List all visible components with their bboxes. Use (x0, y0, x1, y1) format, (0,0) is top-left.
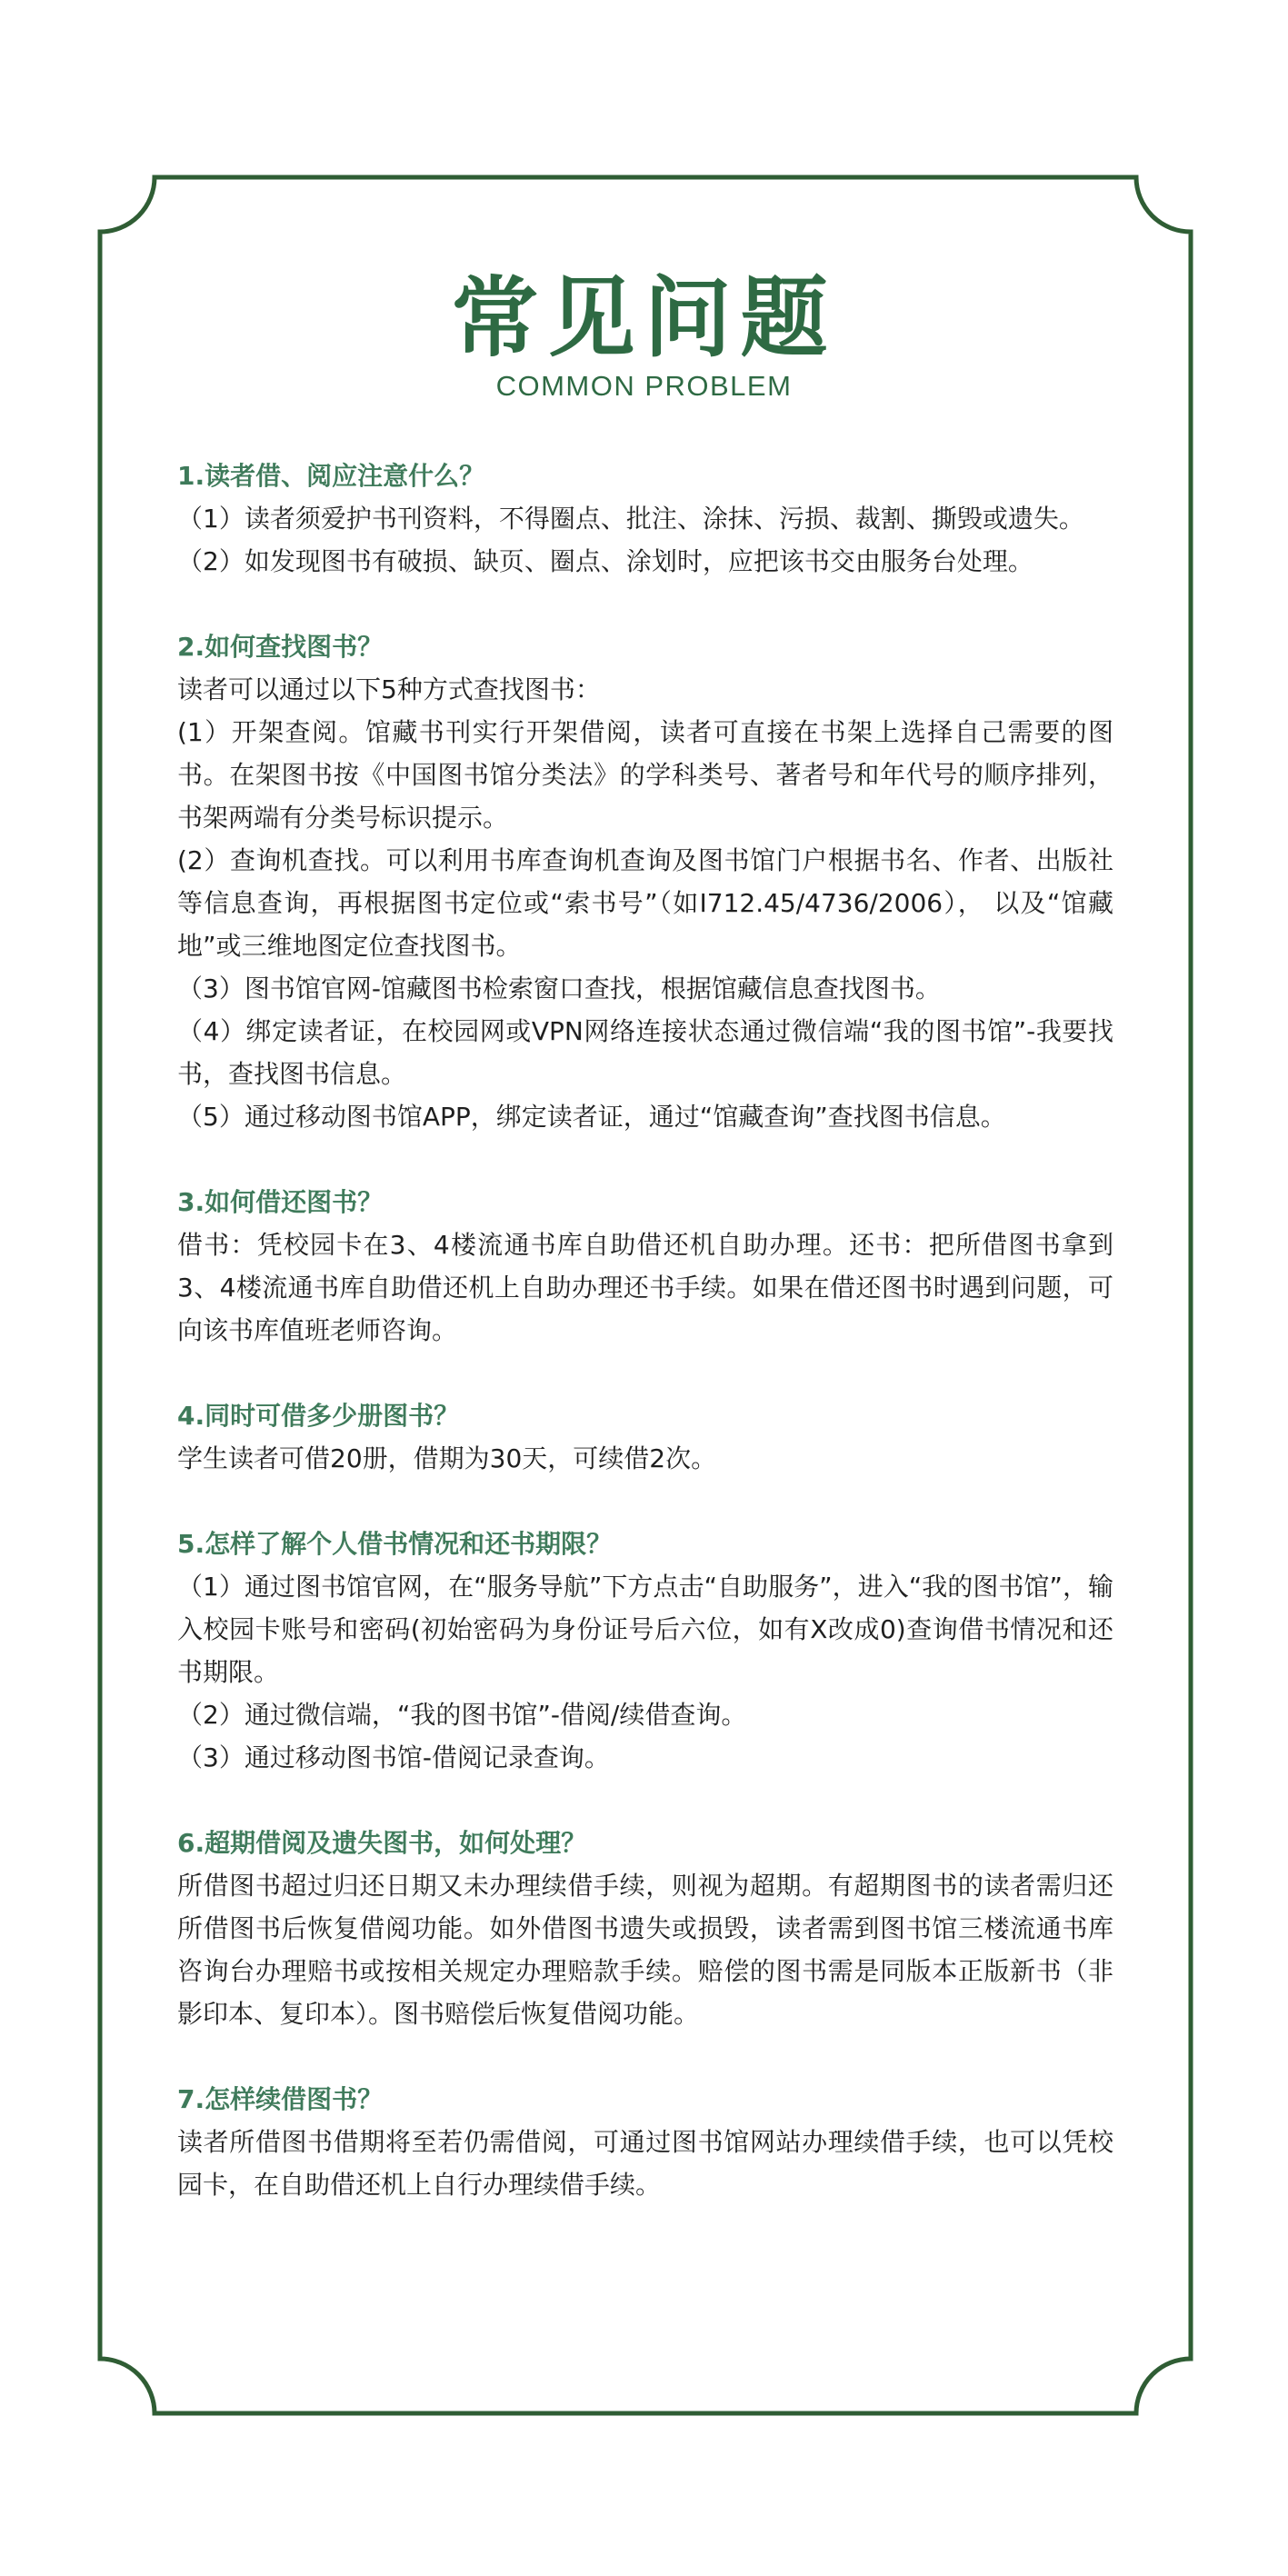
faq-answer-line: 读者所借图书借期将至若仍需借阅，可通过图书馆网站办理续借手续，也可以凭校园卡，在自助借还机上自行办理续借手续。 (177, 2127, 1113, 2200)
faq-question: 4.同时可借多少册图书？ (177, 1401, 460, 1431)
page-subtitle: COMMON PROBLEM (495, 369, 793, 402)
faq-answer-line: （1）通过图书馆官网，在“服务导航”下方点击“自助服务”，进入“我的图书馆”，输入校园卡账号和密码(初始密码为身份证号后六位，如有X改成0)查询借书情况和还书期限。 (177, 1572, 1113, 1687)
faq-question: 2.如何查找图书？ (177, 632, 384, 662)
faq-answer-line: (2）查询机查找。可以利用书库查询机查询及图书馆门户根据书名、作者、出版社等信息查询，再根据图书定位或“索书号”（如I712.45/4736/2006）， 以及“馆藏地”或三维地图定位查找图书。 (177, 845, 1113, 961)
faq-answer-line: (1）开架查阅。馆藏书刊实行开架借阅，读者可直接在书架上选择自己需要的图书。在架图书按《中国图书馆分类法》的学科类号、著者号和年代号的顺序排列，书架两端有分类号标识提示。 (177, 717, 1113, 833)
faq-question: 3.如何借还图书？ (177, 1187, 384, 1217)
faq-item (177, 1523, 1113, 1779)
faq-answer-line: （4）绑定读者证，在校园网或VPN网络连接状态通过微信端“我的图书馆”-我要找书，查找图书信息。 (177, 1016, 1113, 1089)
faq-answer-line: 读者可以通过以下5种方式查找图书： (177, 674, 601, 704)
faq-answer-line: 借书：凭校园卡在3、4楼流通书库自助借还机自助办理。还书：把所借图书拿到3、4楼流通书库自助借还机上自助办理还书手续。如果在借还图书时遇到问题，可向该书库值班老师咨询。 (177, 1230, 1113, 1345)
faq-answer-line: （1）读者须爱护书刊资料，不得圈点、批注、涂抹、污损、裁割、撕毁或遗失。 (177, 504, 1084, 534)
page-title: 常见问题 (451, 267, 837, 369)
faq-item (177, 2078, 1113, 2206)
faq-answer-line: （2）如发现图书有破损、缺页、圈点、涂划时，应把该书交由服务台处理。 (177, 546, 1033, 576)
faq-answer-line: 所借图书超过归还日期又未办理续借手续，则视为超期。有超期图书的读者需归还所借图书后恢复借阅功能。如外借图书遗失或损毁，读者需到图书馆三楼流通书库咨询台办理赔书或按相关规定办理赔款手续。赔偿的图书需是同版本正版新书（非影印本、复印本）。图书赔偿后恢复借阅功能。 (177, 1871, 1113, 2029)
faq-item (177, 454, 1113, 583)
faq-item (177, 1181, 1113, 1352)
faq-question: 6.超期借阅及遗失图书，如何处理？ (177, 1828, 587, 1858)
faq-answer-line: （3）图书馆官网-馆藏图书检索窗口查找，根据馆藏信息查找图书。 (177, 973, 941, 1003)
faq-answer-line: （5）通过移动图书馆APP，绑定读者证，通过“馆藏查询”查找图书信息。 (177, 1102, 1006, 1132)
faq-question: 1.读者借、阅应注意什么？ (177, 461, 485, 491)
faq-item (177, 1394, 1113, 1480)
faq-list (177, 454, 1113, 2249)
faq-answer-line: （2）通过微信端，“我的图书馆”-借阅/续借查询。 (177, 1700, 747, 1730)
faq-item (177, 625, 1113, 1138)
page-header (0, 267, 1288, 403)
faq-answer-line: （3）通过移动图书馆-借阅记录查询。 (177, 1742, 610, 1772)
faq-answer-line: 学生读者可借20册，借期为30天，可续借2次。 (177, 1443, 717, 1473)
faq-question: 5.怎样了解个人借书情况和还书期限？ (177, 1529, 613, 1559)
faq-item (177, 1822, 1113, 2035)
faq-question: 7.怎样续借图书？ (177, 2084, 384, 2114)
